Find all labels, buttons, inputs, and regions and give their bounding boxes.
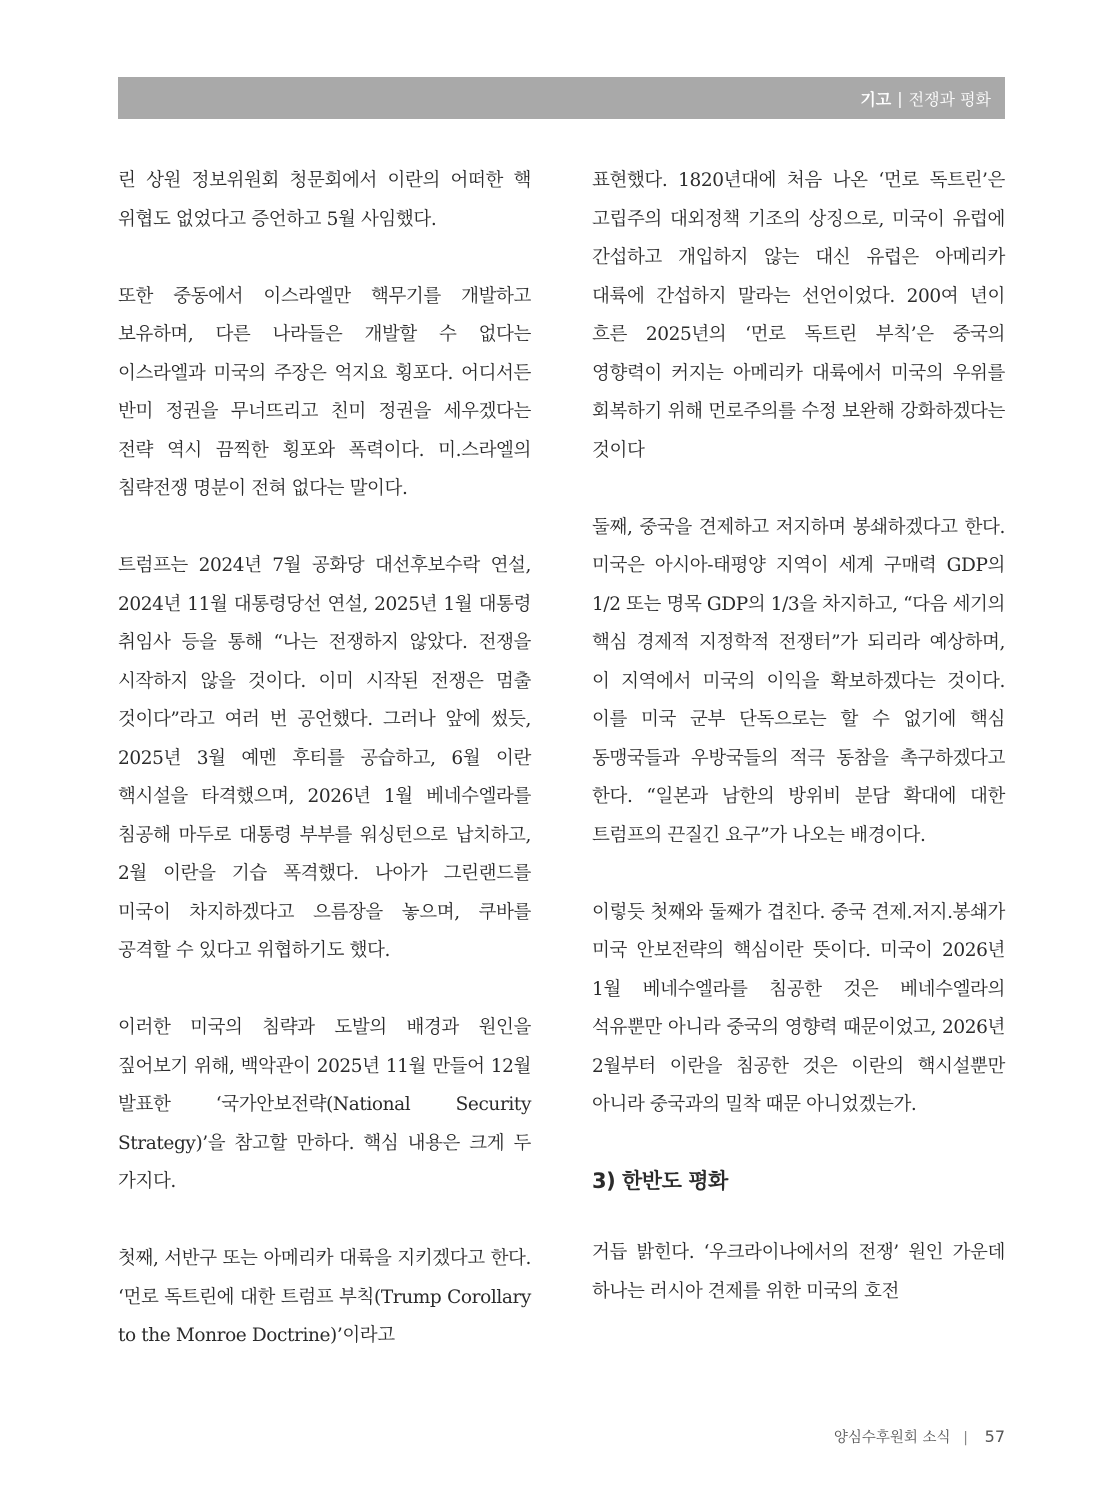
left-column [118,162,531,1356]
section-heading: 3) 한반도 평화 [592,1169,728,1193]
paragraph: 첫째, 서반구 또는 아메리카 대륙을 지키겠다고 한다. ‘먼로 독트린에 대한 트럼프 부칙(Trump Corollary to the Monroe Doctrine)’이라고 [118,1248,531,1346]
section-label: 기고 [860,89,892,109]
publication-name: 양심수후원회 소식 [833,1430,951,1446]
page-number: 57 [984,1427,1005,1446]
paragraph: 거듭 밝힌다. ‘우크라이나에서의 전쟁’ 원인 가운데 하나는 러시아 견제를 위한 미국의 호전 [592,1242,1005,1302]
header-separator: | [897,88,903,108]
paragraph: 둘째, 중국을 견제하고 저지하며 봉쇄하겠다고 한다. 미국은 아시아-태평양 지역이 세계 구매력 GDP의 1/2 또는 명목 GDP의 1/3을 차지하고, “다음 세기의 핵심 경제적 지정학적 전쟁터”가 되리라 예상하며, 이 지역에서 미국의 이익을 확보하겠다는 것이다. 이를 미국 군부 단독으로는 할 수 없기에 핵심 동맹국들과 우방국들의 적극 동참을 촉구하겠다고 한다. “일본과 남한의 방위비 분담 확대에 대한 트럼프의 끈질긴 요구”가 나오는 배경이다. [592,516,1005,846]
footer-separator: | [963,1430,969,1446]
paragraph: 이렇듯 첫째와 둘째가 겹친다. 중국 견제.저지.봉쇄가 미국 안보전략의 핵심이란 뜻이다. 미국이 2026년 1월 베네수엘라를 침공한 것은 베네수엘라의 석유뿐만 아니라 중국의 영향력 때문이었고, 2026년 2월부터 이란을 침공한 것은 이란의 핵시설뿐만 아니라 중국과의 밀착 때문 아니었겠는가. [592,901,1005,1115]
paragraph: 또한 중동에서 이스라엘만 핵무기를 개발하고 보유하며, 다른 나라들은 개발할 수 없다는 이스라엘과 미국의 주장은 억지요 횡포다. 어디서든 반미 정권을 무너뜨리고 친미 정권을 세우겠다는 전략 역시 끔찍한 횡포와 폭력이다. 미.스라엘의 침략전쟁 명분이 전혀 없다는 말이다. [118,285,531,499]
header-bar [118,77,1005,119]
paragraph: 트럼프는 2024년 7월 공화당 대선후보수락 연설, 2024년 11월 대통령당선 연설, 2025년 1월 대통령 취임사 등을 통해 “나는 전쟁하지 않았다. 전쟁을 시작하지 않을 것이다. 이미 시작된 전쟁은 멈출 것이다”라고 여러 번 공언했다. 그러나 앞에 썼듯, 2025년 3월 예멘 후티를 공습하고, 6월 이란 핵시설을 타격했으며, 2026년 1월 베네수엘라를 침공해 마두로 대통령 부부를 워싱턴으로 납치하고, 2월 이란을 기습 폭격했다. 나아가 그린랜드를 미국이 차지하겠다고 으름장을 놓으며, 쿠바를 공격할 수 있다고 위협하기도 했다. [118,555,531,961]
section-subtitle: 전쟁과 평화 [908,89,991,109]
paragraph: 린 상원 정보위원회 청문회에서 이란의 어떠한 핵 위협도 없었다고 증언하고 5월 사임했다. [118,170,531,230]
page-footer [834,1426,1005,1447]
paragraph: 표현했다. 1820년대에 처음 나온 ‘먼로 독트린’은 고립주의 대외정책 기조의 상징으로, 미국이 유럽에 간섭하고 개입하지 않는 대신 유럽은 아메리카 대륙에 간섭하지 말라는 선언이었다. 200여 년이 흐른 2025년의 ‘먼로 독트린 부칙’은 중국의 영향력이 커지는 아메리카 대륙에서 미국의 우위를 회복하기 위해 먼로주의를 수정 보완해 강화하겠다는 것이다 [592,170,1005,461]
right-column [592,162,1005,1311]
paragraph: 이러한 미국의 침략과 도발의 배경과 원인을 짚어보기 위해, 백악관이 2025년 11월 만들어 12월 발표한 ‘국가안보전략(National Security Strategy)’을 참고할 만하다. 핵심 내용은 크게 두 가지다. [118,1017,531,1192]
